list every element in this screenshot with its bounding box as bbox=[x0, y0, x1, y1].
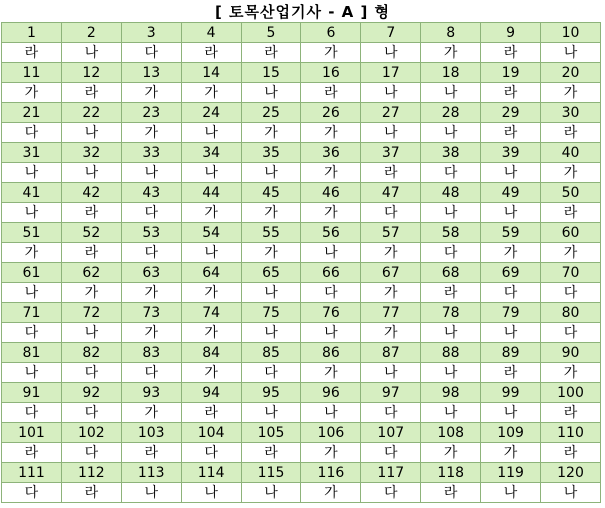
question-number: 54 bbox=[181, 223, 241, 243]
question-number: 95 bbox=[241, 383, 301, 403]
answer-cell: 다 bbox=[2, 483, 62, 503]
question-number: 115 bbox=[241, 463, 301, 483]
question-number: 52 bbox=[61, 223, 121, 243]
question-number: 46 bbox=[301, 183, 361, 203]
question-number: 43 bbox=[121, 183, 181, 203]
answer-cell: 가 bbox=[241, 243, 301, 263]
question-number: 72 bbox=[61, 303, 121, 323]
answer-cell: 다 bbox=[121, 43, 181, 63]
question-number: 76 bbox=[301, 303, 361, 323]
question-number: 74 bbox=[181, 303, 241, 323]
answer-cell: 다 bbox=[421, 163, 481, 183]
question-number: 67 bbox=[361, 263, 421, 283]
question-number: 108 bbox=[421, 423, 481, 443]
answer-cell: 가 bbox=[361, 243, 421, 263]
question-number: 113 bbox=[121, 463, 181, 483]
question-number: 90 bbox=[541, 343, 601, 363]
question-number: 94 bbox=[181, 383, 241, 403]
question-number: 47 bbox=[361, 183, 421, 203]
answer-cell: 나 bbox=[301, 243, 361, 263]
answer-row bbox=[2, 243, 601, 263]
answer-cell: 라 bbox=[301, 83, 361, 103]
answer-row bbox=[2, 363, 601, 383]
question-number: 109 bbox=[481, 423, 541, 443]
answer-row bbox=[2, 323, 601, 343]
question-number: 97 bbox=[361, 383, 421, 403]
answer-cell: 나 bbox=[361, 363, 421, 383]
question-number: 14 bbox=[181, 63, 241, 83]
question-number: 63 bbox=[121, 263, 181, 283]
question-number: 84 bbox=[181, 343, 241, 363]
question-number: 107 bbox=[361, 423, 421, 443]
answer-cell: 나 bbox=[421, 123, 481, 143]
answer-cell: 라 bbox=[541, 443, 601, 463]
question-number: 3 bbox=[121, 23, 181, 43]
answer-cell: 나 bbox=[241, 323, 301, 343]
question-number-row bbox=[2, 303, 601, 323]
answer-cell: 나 bbox=[241, 403, 301, 423]
question-number: 28 bbox=[421, 103, 481, 123]
question-number: 111 bbox=[2, 463, 62, 483]
question-number: 20 bbox=[541, 63, 601, 83]
question-number: 89 bbox=[481, 343, 541, 363]
question-number: 62 bbox=[61, 263, 121, 283]
answer-cell: 나 bbox=[541, 483, 601, 503]
answer-cell: 다 bbox=[481, 283, 541, 303]
answer-row bbox=[2, 203, 601, 223]
question-number: 110 bbox=[541, 423, 601, 443]
question-number: 18 bbox=[421, 63, 481, 83]
answer-cell: 나 bbox=[181, 243, 241, 263]
question-number: 80 bbox=[541, 303, 601, 323]
question-number: 57 bbox=[361, 223, 421, 243]
question-number: 41 bbox=[2, 183, 62, 203]
answer-cell: 나 bbox=[121, 163, 181, 183]
question-number: 106 bbox=[301, 423, 361, 443]
question-number: 119 bbox=[481, 463, 541, 483]
question-number: 34 bbox=[181, 143, 241, 163]
answer-cell: 나 bbox=[181, 163, 241, 183]
answer-cell: 라 bbox=[241, 443, 301, 463]
answer-cell: 가 bbox=[2, 83, 62, 103]
answer-cell: 가 bbox=[241, 203, 301, 223]
question-number: 29 bbox=[481, 103, 541, 123]
question-number: 85 bbox=[241, 343, 301, 363]
answer-cell: 가 bbox=[301, 163, 361, 183]
answer-cell: 가 bbox=[181, 83, 241, 103]
answer-cell: 다 bbox=[61, 403, 121, 423]
question-number: 103 bbox=[121, 423, 181, 443]
answer-cell: 다 bbox=[541, 283, 601, 303]
question-number: 48 bbox=[421, 183, 481, 203]
question-number: 116 bbox=[301, 463, 361, 483]
question-number: 77 bbox=[361, 303, 421, 323]
answer-cell: 라 bbox=[2, 443, 62, 463]
question-number: 4 bbox=[181, 23, 241, 43]
answer-cell: 나 bbox=[481, 203, 541, 223]
answer-cell: 라 bbox=[481, 363, 541, 383]
question-number: 101 bbox=[2, 423, 62, 443]
answer-cell: 나 bbox=[421, 403, 481, 423]
answer-cell: 가 bbox=[181, 283, 241, 303]
question-number: 40 bbox=[541, 143, 601, 163]
question-number: 88 bbox=[421, 343, 481, 363]
question-number: 93 bbox=[121, 383, 181, 403]
question-number: 79 bbox=[481, 303, 541, 323]
question-number: 38 bbox=[421, 143, 481, 163]
question-number: 12 bbox=[61, 63, 121, 83]
question-number: 9 bbox=[481, 23, 541, 43]
answer-cell: 다 bbox=[361, 443, 421, 463]
answer-cell: 나 bbox=[481, 403, 541, 423]
sheet-title: [ 토목산업기사 - A ] 형 bbox=[214, 3, 391, 21]
question-number: 92 bbox=[61, 383, 121, 403]
answer-cell: 가 bbox=[301, 443, 361, 463]
answer-cell: 가 bbox=[541, 163, 601, 183]
question-number: 2 bbox=[61, 23, 121, 43]
answer-cell: 나 bbox=[61, 323, 121, 343]
question-number: 120 bbox=[541, 463, 601, 483]
question-number: 24 bbox=[181, 103, 241, 123]
answer-cell: 나 bbox=[241, 483, 301, 503]
question-number-row bbox=[2, 143, 601, 163]
question-number: 78 bbox=[421, 303, 481, 323]
answer-row bbox=[2, 43, 601, 63]
question-number: 56 bbox=[301, 223, 361, 243]
answer-row bbox=[2, 163, 601, 183]
answer-cell: 가 bbox=[121, 123, 181, 143]
answer-cell: 라 bbox=[61, 203, 121, 223]
answer-cell: 가 bbox=[121, 83, 181, 103]
answer-cell: 라 bbox=[2, 43, 62, 63]
answer-cell: 나 bbox=[301, 323, 361, 343]
question-number-row bbox=[2, 343, 601, 363]
answer-cell: 나 bbox=[361, 83, 421, 103]
question-number-row bbox=[2, 423, 601, 443]
question-number: 83 bbox=[121, 343, 181, 363]
answer-cell: 라 bbox=[481, 43, 541, 63]
question-number: 33 bbox=[121, 143, 181, 163]
question-number-row bbox=[2, 183, 601, 203]
question-number: 100 bbox=[541, 383, 601, 403]
answer-cell: 라 bbox=[481, 123, 541, 143]
question-number: 21 bbox=[2, 103, 62, 123]
answer-cell: 라 bbox=[421, 483, 481, 503]
question-number: 58 bbox=[421, 223, 481, 243]
question-number-row bbox=[2, 463, 601, 483]
answer-cell: 다 bbox=[61, 363, 121, 383]
answer-row bbox=[2, 83, 601, 103]
question-number: 16 bbox=[301, 63, 361, 83]
question-number: 27 bbox=[361, 103, 421, 123]
answer-cell: 가 bbox=[481, 243, 541, 263]
answer-cell: 나 bbox=[2, 203, 62, 223]
question-number: 49 bbox=[481, 183, 541, 203]
question-number: 50 bbox=[541, 183, 601, 203]
question-number: 65 bbox=[241, 263, 301, 283]
question-number-row bbox=[2, 383, 601, 403]
answer-cell: 나 bbox=[481, 323, 541, 343]
question-number: 5 bbox=[241, 23, 301, 43]
question-number: 23 bbox=[121, 103, 181, 123]
answer-cell: 라 bbox=[181, 43, 241, 63]
answer-cell: 나 bbox=[421, 323, 481, 343]
answer-cell: 라 bbox=[61, 243, 121, 263]
question-number: 8 bbox=[421, 23, 481, 43]
answer-cell: 라 bbox=[61, 83, 121, 103]
answer-cell: 라 bbox=[541, 123, 601, 143]
answer-cell: 가 bbox=[121, 403, 181, 423]
question-number: 1 bbox=[2, 23, 62, 43]
answer-cell: 나 bbox=[481, 483, 541, 503]
question-number: 36 bbox=[301, 143, 361, 163]
answer-cell: 나 bbox=[2, 363, 62, 383]
question-number: 44 bbox=[181, 183, 241, 203]
question-number: 104 bbox=[181, 423, 241, 443]
question-number-row bbox=[2, 263, 601, 283]
answer-cell: 다 bbox=[361, 403, 421, 423]
answer-cell: 나 bbox=[241, 163, 301, 183]
answer-row bbox=[2, 443, 601, 463]
question-number: 35 bbox=[241, 143, 301, 163]
question-number: 68 bbox=[421, 263, 481, 283]
question-number: 45 bbox=[241, 183, 301, 203]
answer-cell: 가 bbox=[481, 443, 541, 463]
answer-cell: 라 bbox=[361, 163, 421, 183]
question-number: 96 bbox=[301, 383, 361, 403]
question-number-row bbox=[2, 23, 601, 43]
question-number: 59 bbox=[481, 223, 541, 243]
question-number: 60 bbox=[541, 223, 601, 243]
question-number: 6 bbox=[301, 23, 361, 43]
answer-row bbox=[2, 123, 601, 143]
answer-cell: 다 bbox=[301, 283, 361, 303]
question-number: 105 bbox=[241, 423, 301, 443]
answer-cell: 라 bbox=[121, 443, 181, 463]
question-number: 61 bbox=[2, 263, 62, 283]
answer-cell: 라 bbox=[541, 403, 601, 423]
answer-cell: 다 bbox=[241, 363, 301, 383]
question-number: 87 bbox=[361, 343, 421, 363]
answer-cell: 나 bbox=[481, 163, 541, 183]
question-number: 26 bbox=[301, 103, 361, 123]
answer-cell: 가 bbox=[301, 203, 361, 223]
question-number: 71 bbox=[2, 303, 62, 323]
question-number: 91 bbox=[2, 383, 62, 403]
question-number: 73 bbox=[121, 303, 181, 323]
question-number: 82 bbox=[61, 343, 121, 363]
question-number: 39 bbox=[481, 143, 541, 163]
answer-cell: 다 bbox=[361, 483, 421, 503]
question-number: 25 bbox=[241, 103, 301, 123]
answer-row bbox=[2, 403, 601, 423]
answer-row bbox=[2, 283, 601, 303]
answer-cell: 가 bbox=[61, 283, 121, 303]
answer-cell: 나 bbox=[61, 163, 121, 183]
question-number: 66 bbox=[301, 263, 361, 283]
question-number: 102 bbox=[61, 423, 121, 443]
answer-cell: 가 bbox=[181, 323, 241, 343]
answer-table-body bbox=[2, 23, 601, 503]
answer-cell: 나 bbox=[241, 83, 301, 103]
answer-table bbox=[1, 22, 601, 503]
answer-cell: 나 bbox=[541, 43, 601, 63]
answer-cell: 다 bbox=[2, 323, 62, 343]
question-number: 69 bbox=[481, 263, 541, 283]
question-number: 11 bbox=[2, 63, 62, 83]
question-number: 81 bbox=[2, 343, 62, 363]
question-number: 118 bbox=[421, 463, 481, 483]
question-number: 19 bbox=[481, 63, 541, 83]
answer-cell: 다 bbox=[121, 203, 181, 223]
question-number: 64 bbox=[181, 263, 241, 283]
answer-cell: 가 bbox=[301, 43, 361, 63]
answer-cell: 가 bbox=[301, 123, 361, 143]
question-number: 22 bbox=[61, 103, 121, 123]
answer-cell: 나 bbox=[421, 203, 481, 223]
answer-cell: 나 bbox=[2, 283, 62, 303]
answer-cell: 가 bbox=[121, 283, 181, 303]
question-number: 10 bbox=[541, 23, 601, 43]
question-number: 15 bbox=[241, 63, 301, 83]
question-number: 37 bbox=[361, 143, 421, 163]
answer-cell: 가 bbox=[181, 363, 241, 383]
question-number: 86 bbox=[301, 343, 361, 363]
answer-cell: 라 bbox=[241, 43, 301, 63]
question-number: 17 bbox=[361, 63, 421, 83]
answer-cell: 가 bbox=[361, 323, 421, 343]
answer-cell: 라 bbox=[61, 483, 121, 503]
question-number-row bbox=[2, 103, 601, 123]
question-number: 30 bbox=[541, 103, 601, 123]
question-number: 53 bbox=[121, 223, 181, 243]
answer-cell: 라 bbox=[541, 203, 601, 223]
answer-cell: 가 bbox=[2, 243, 62, 263]
question-number: 112 bbox=[61, 463, 121, 483]
answer-cell: 가 bbox=[241, 123, 301, 143]
question-number: 117 bbox=[361, 463, 421, 483]
answer-cell: 나 bbox=[2, 163, 62, 183]
question-number: 114 bbox=[181, 463, 241, 483]
answer-cell: 가 bbox=[301, 483, 361, 503]
answer-cell: 나 bbox=[181, 483, 241, 503]
answer-cell: 가 bbox=[541, 83, 601, 103]
answer-cell: 나 bbox=[421, 83, 481, 103]
question-number-row bbox=[2, 63, 601, 83]
answer-cell: 가 bbox=[121, 323, 181, 343]
question-number: 7 bbox=[361, 23, 421, 43]
answer-cell: 나 bbox=[301, 403, 361, 423]
answer-row bbox=[2, 483, 601, 503]
answer-cell: 나 bbox=[241, 283, 301, 303]
answer-cell: 나 bbox=[121, 483, 181, 503]
answer-cell: 가 bbox=[541, 243, 601, 263]
answer-cell: 다 bbox=[541, 323, 601, 343]
answer-cell: 나 bbox=[361, 123, 421, 143]
question-number: 75 bbox=[241, 303, 301, 323]
question-number: 98 bbox=[421, 383, 481, 403]
answer-cell: 다 bbox=[2, 403, 62, 423]
answer-cell: 가 bbox=[541, 363, 601, 383]
answer-cell: 라 bbox=[481, 83, 541, 103]
answer-cell: 가 bbox=[301, 363, 361, 383]
answer-cell: 나 bbox=[361, 43, 421, 63]
question-number: 51 bbox=[2, 223, 62, 243]
question-number: 32 bbox=[61, 143, 121, 163]
answer-cell: 다 bbox=[61, 443, 121, 463]
answer-cell: 다 bbox=[2, 123, 62, 143]
answer-cell: 나 bbox=[61, 43, 121, 63]
question-number: 70 bbox=[541, 263, 601, 283]
question-number-row bbox=[2, 223, 601, 243]
answer-cell: 가 bbox=[421, 443, 481, 463]
answer-cell: 나 bbox=[181, 123, 241, 143]
answer-cell: 나 bbox=[61, 123, 121, 143]
question-number: 99 bbox=[481, 383, 541, 403]
answer-cell: 가 bbox=[181, 203, 241, 223]
answer-cell: 다 bbox=[121, 363, 181, 383]
answer-cell: 가 bbox=[421, 43, 481, 63]
answer-cell: 다 bbox=[421, 243, 481, 263]
answer-cell: 라 bbox=[181, 403, 241, 423]
answer-cell: 라 bbox=[421, 283, 481, 303]
question-number: 55 bbox=[241, 223, 301, 243]
answer-cell: 다 bbox=[121, 243, 181, 263]
answer-cell: 가 bbox=[361, 283, 421, 303]
question-number: 31 bbox=[2, 143, 62, 163]
question-number: 13 bbox=[121, 63, 181, 83]
question-number: 42 bbox=[61, 183, 121, 203]
answer-cell: 다 bbox=[181, 443, 241, 463]
answer-cell: 다 bbox=[361, 203, 421, 223]
answer-cell: 나 bbox=[421, 363, 481, 383]
